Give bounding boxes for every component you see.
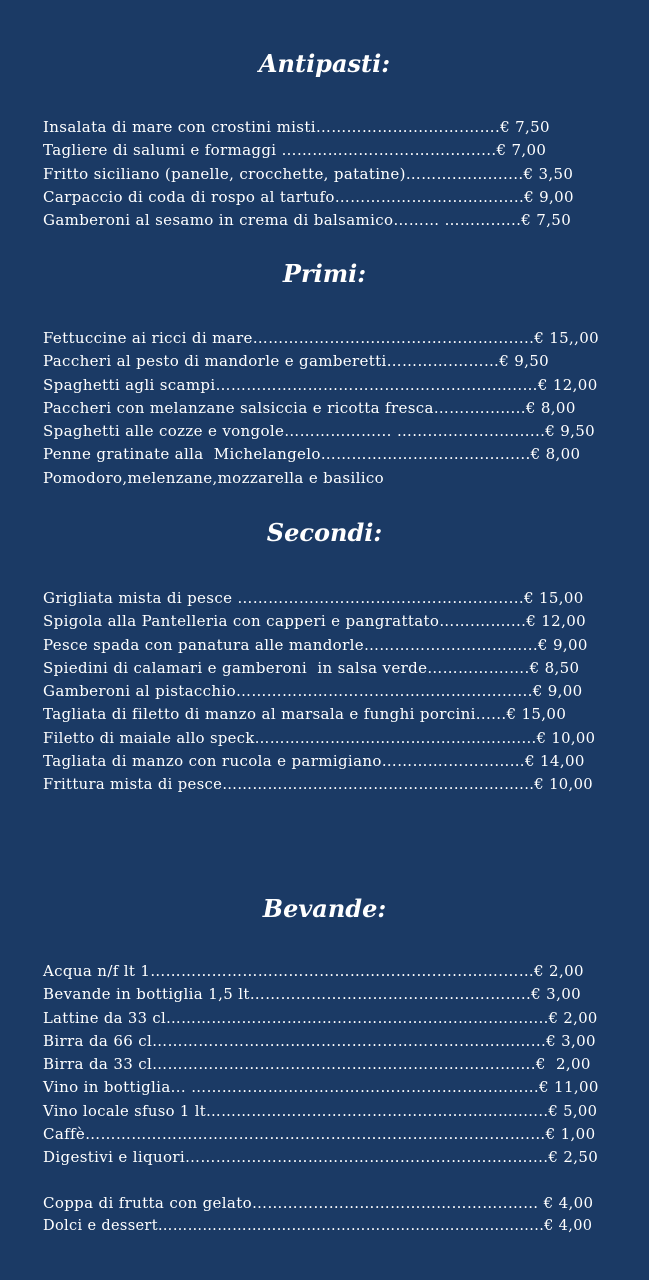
- menu-item: Insalata di mare con crostini misti………………....…….…….€ 7,50: [43, 118, 550, 136]
- menu-item: Tagliere di salumi e formaggi ……………….…….……..........€ 7,00: [43, 141, 547, 160]
- menu-item: Spaghetti alle cozze e vongole………………... …….......................€ 9,50: [43, 422, 596, 441]
- menu-item: Spiedini di calamari e gamberoni in salsa verde…………….….€ 8,50: [43, 658, 580, 677]
- menu-item: Fettuccine ai ricci di mare…………………………….….………........€ 15,,00: [43, 329, 600, 347]
- section-title-primi: Primi:: [282, 259, 367, 288]
- menu-item: Digestivi e liquori……………………………………….......….……..…....€ 2,50: [43, 1148, 599, 1167]
- secondi-list: [43, 587, 595, 797]
- menu-item: Penne gratinate alla Michelangelo…………………….……..........€ 8,00: [43, 445, 581, 464]
- section-title-antipasti: Antipasti:: [258, 49, 391, 78]
- menu-item: Tagliata di manzo con rucola e parmigiano………….………...…€ 14,00: [43, 752, 585, 771]
- menu-item: Grigliata mista di pesce ……………………………………..............€ 15,00: [43, 589, 584, 607]
- menu-item: Gamberoni al sesamo in crema di balsamico……… ……….…..€ 7,50: [43, 211, 572, 230]
- menu-item: Gamberoni al pistacchio……………………………………….............€ 9,00: [43, 682, 583, 701]
- menu-item: Birra da 33 cl…………………………………………………….…….…….€ 2,00: [43, 1055, 591, 1074]
- menu-item: Caffè…………………………………………………….……………….…….…€ 1,00: [43, 1125, 596, 1144]
- menu-item: Vino in bottiglia... ……………………………….………….……...……...€ 11,00: [43, 1078, 599, 1097]
- menu-item: Carpaccio di coda di rospo al tartufo……………….…...……......€ 9,00: [43, 187, 574, 206]
- menu-item-note: Pomodoro,melenzane,mozzarella e basilico: [43, 468, 385, 487]
- antipasti-list: [43, 116, 574, 232]
- menu-item: Fritto siciliano (panelle, crocchette, patatine)……….…….......€ 3,50: [43, 164, 574, 183]
- bevande-list: [43, 960, 599, 1170]
- primi-list: [43, 327, 599, 490]
- section-title-secondi: Secondi:: [266, 518, 383, 547]
- dolci-list: [43, 1192, 593, 1239]
- menu-item: Pesce spada con panatura alle mandorle……………….…………...€ 9,00: [43, 635, 588, 654]
- menu-item: Dolci e dessert……………………………………………………..................€ 4,00: [43, 1218, 593, 1235]
- menu-item: Vino locale sfuso 1 lt…………………………………......…….……….......€ 5,00: [43, 1102, 598, 1120]
- menu-item: Spigola alla Pantelleria con capperi e pangrattato…….……....€ 12,00: [43, 612, 586, 631]
- menu-item: Bevande in bottiglia 1,5 lt…………………………………....….……..€ 3,00: [43, 985, 581, 1004]
- menu-item: Paccheri al pesto di mandorle e gamberetti………….………€ 9,50: [43, 352, 550, 371]
- menu-item: Paccheri con melanzane salsiccia e ricotta fresca…….…........€ 8,00: [43, 398, 576, 417]
- menu-item: Frittura mista di pesce……………………………………….……….…...€ 10,00: [43, 776, 594, 794]
- menu-item: Lattine da 33 cl…………………………………………….......…….…........€ 2,00: [43, 1009, 598, 1027]
- menu-item: Birra da 66 cl…………………………………………………….…….……...€ 3,00: [43, 1031, 596, 1050]
- menu-item: Acqua n/f lt 1…………………………………………….….......…….……€ 2,00: [43, 962, 584, 980]
- menu-item: Tagliata di filetto di manzo al marsala e funghi porcini......€ 15,00: [43, 705, 567, 724]
- menu-item: Filetto di maiale allo speck……………………….……........…….…....€ 10,00: [43, 729, 596, 747]
- section-title-bevande: Bevande:: [262, 894, 387, 923]
- menu-item: Spaghetti agli scampi……………………………………..................…€ 12,00: [43, 375, 598, 394]
- menu-item: Coppa di frutta con gelato…………………………………………..…… € 4,00: [43, 1194, 594, 1212]
